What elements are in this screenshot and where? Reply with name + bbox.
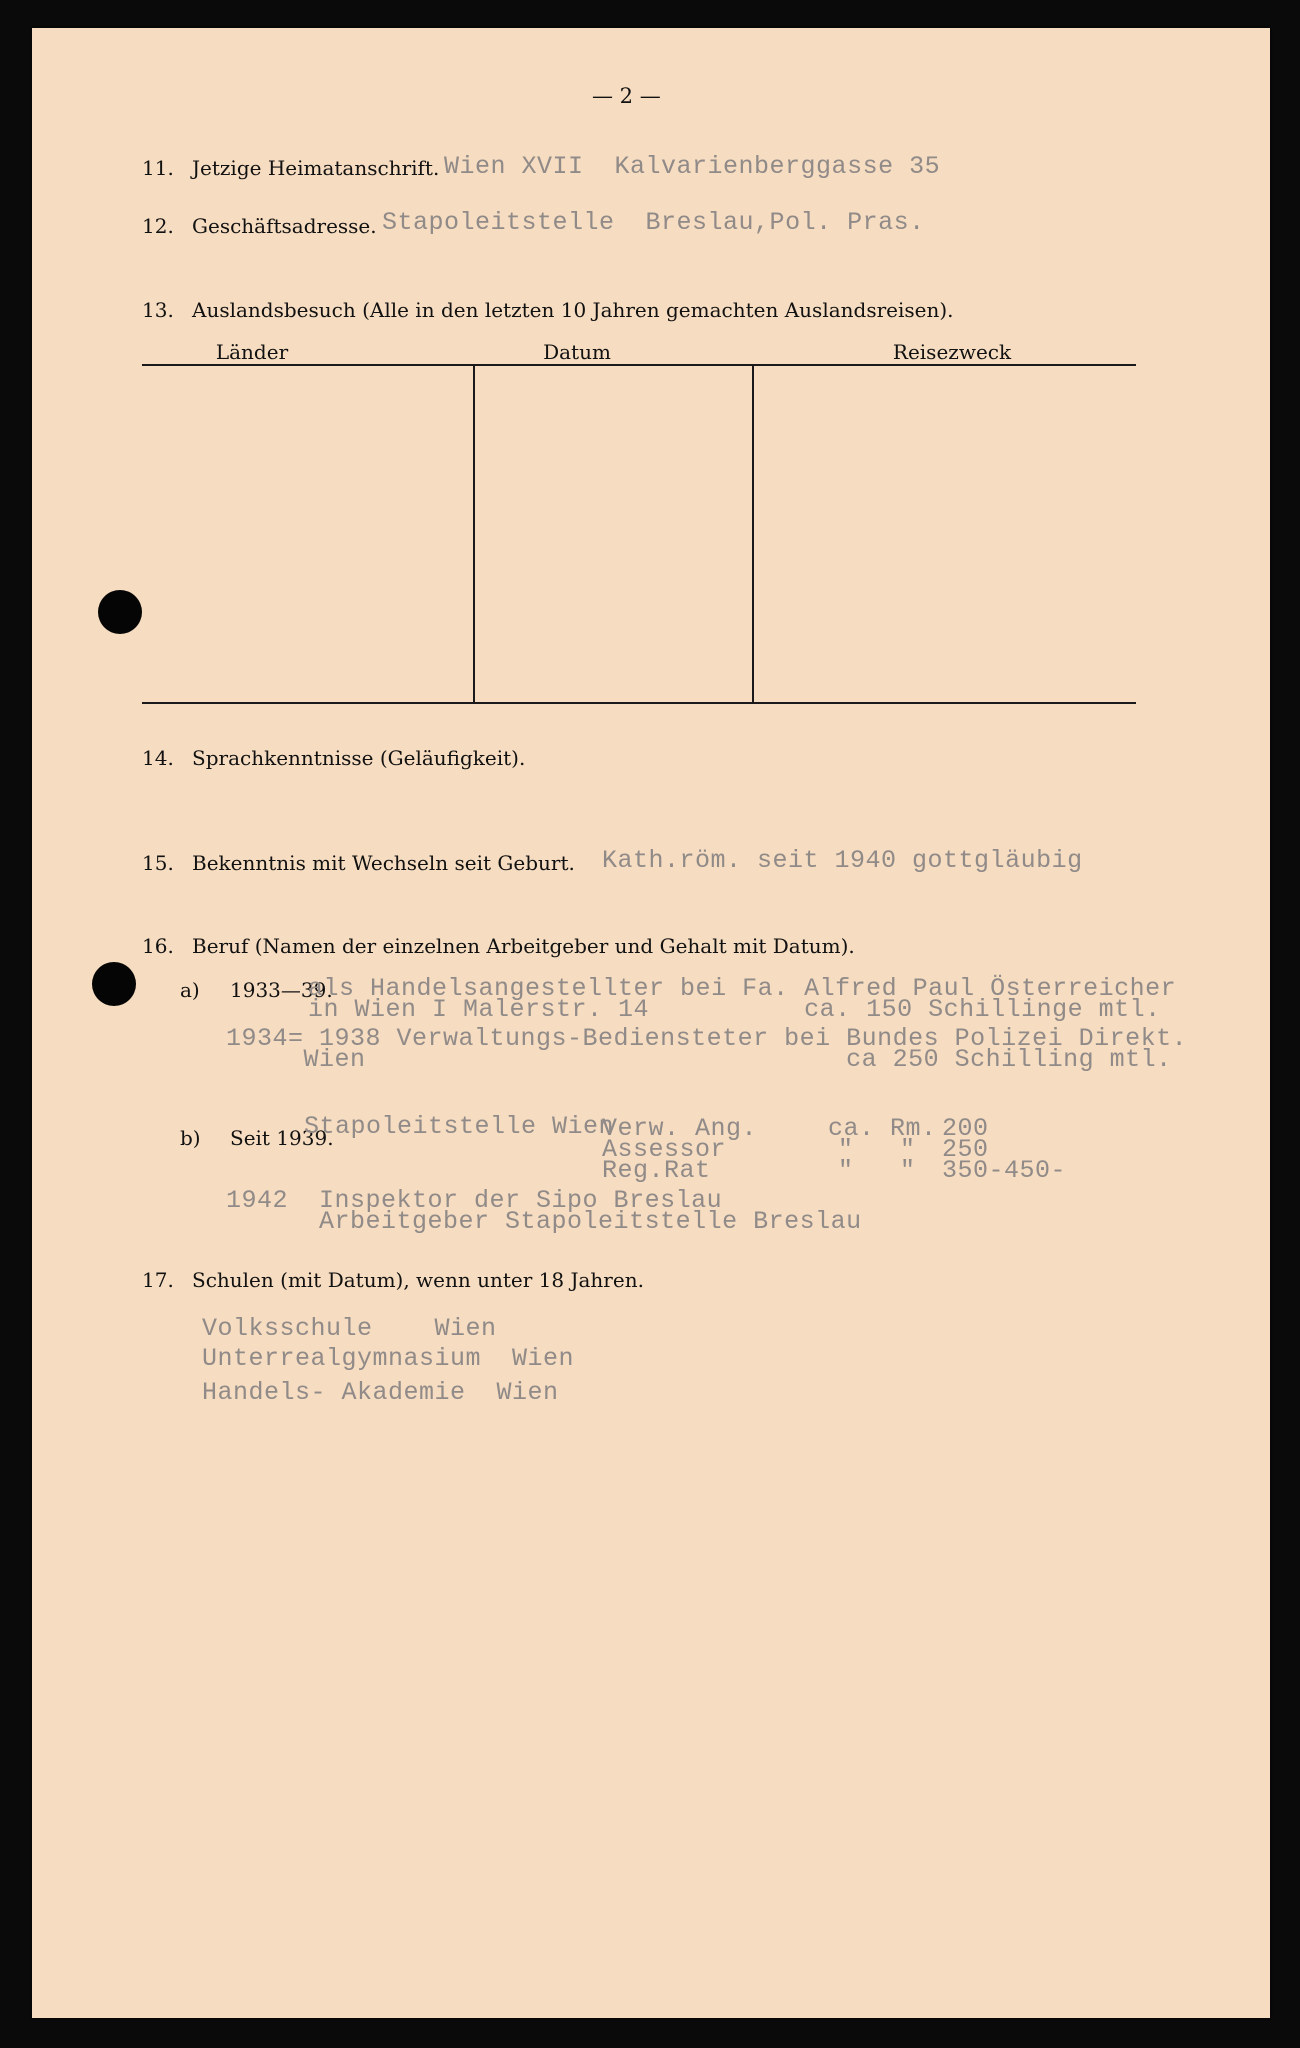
item-16b-prefix: Seit 1939.: [230, 1126, 334, 1150]
punch-hole-upper: [98, 590, 142, 634]
item-16b-position-3: Reg.Rat: [602, 1156, 711, 1185]
item-13-number: 13.: [142, 298, 174, 322]
item-17-number: 17.: [142, 1268, 174, 1292]
item-16b-position-2: Assessor: [602, 1135, 727, 1164]
item-16a-line3: 1934= 1938 Verwaltungs-Bediensteter bei Bundes Polizei Direkt.: [226, 1024, 1188, 1053]
school-2: Unterrealgymnasium Wien: [202, 1344, 575, 1373]
item-16b-position-1: Verw. Ang.: [602, 1114, 758, 1143]
punch-hole-lower: [92, 962, 136, 1006]
school-1: Volksschule Wien: [202, 1314, 497, 1343]
document-page: [32, 28, 1270, 2018]
item-16b-currency-3: " ": [838, 1156, 916, 1185]
item-12-label: Geschäftsadresse.: [192, 214, 377, 238]
item-16b-currency-1: ca. Rm.: [828, 1114, 937, 1143]
item-16b-marker: b): [180, 1126, 201, 1150]
item-12-value: Stapoleitstelle Breslau,Pol. Pras.: [382, 208, 925, 237]
item-13-label: Auslandsbesuch (Alle in den letzten 10 Jahren gemachten Auslandsreisen).: [192, 298, 954, 322]
table-header-laender: Länder: [215, 340, 289, 364]
page-number: — 2 —: [592, 84, 661, 108]
item-16b-salary-1: 200: [942, 1114, 989, 1143]
item-15-value: Kath.röm. seit 1940 gottgläubig: [602, 846, 1083, 875]
item-16-number: 16.: [142, 934, 174, 958]
item-16b-currency-2: " ": [838, 1135, 916, 1164]
item-16b-employer: Stapoleitstelle Wien: [304, 1112, 615, 1141]
item-14-label: Sprachkenntnisse (Geläufigkeit).: [192, 746, 526, 770]
item-16a-years: 1933—39.: [230, 978, 333, 1002]
table-divider-1: [473, 366, 475, 702]
item-16b-line4: 1942 Inspektor der Sipo Breslau: [226, 1186, 723, 1215]
item-11-value: Wien XVII Kalvarienberggasse 35: [444, 152, 941, 181]
item-14-number: 14.: [142, 746, 174, 770]
item-15-number: 15.: [142, 851, 174, 875]
item-16b-salary-3: 350-450-: [942, 1156, 1067, 1185]
item-17-label: Schulen (mit Datum), wenn unter 18 Jahren.: [192, 1268, 644, 1292]
item-16a-marker: a): [180, 978, 200, 1002]
item-16b-line5: Arbeitgeber Stapoleitstelle Breslau: [226, 1207, 862, 1236]
item-11-label: Jetzige Heimatanschrift.: [192, 156, 440, 180]
table-bottom-rule: [142, 702, 1136, 704]
table-header-datum: Datum: [543, 340, 611, 364]
table-divider-2: [752, 366, 754, 702]
item-11-number: 11.: [142, 156, 174, 180]
item-12-number: 12.: [142, 214, 174, 238]
item-16a-line4: Wien ca 250 Schilling mtl.: [226, 1045, 1172, 1074]
item-16b-salary-2: 250: [942, 1135, 989, 1164]
school-3: Handels- Akademie Wien: [202, 1378, 559, 1407]
item-16-label: Beruf (Namen der einzelnen Arbeitgeber und Gehalt mit Datum).: [192, 934, 855, 958]
item-16a-line2: in Wien I Malerstr. 14 ca. 150 Schillinge mtl.: [308, 995, 1161, 1024]
item-15-label: Bekenntnis mit Wechseln seit Geburt.: [192, 851, 575, 875]
table-top-rule: [142, 364, 1136, 366]
table-header-reisezweck: Reisezweck: [892, 340, 1012, 364]
item-16a-line1: als Handelsangestellter bei Fa. Alfred Paul Österreicher: [308, 974, 1177, 1003]
